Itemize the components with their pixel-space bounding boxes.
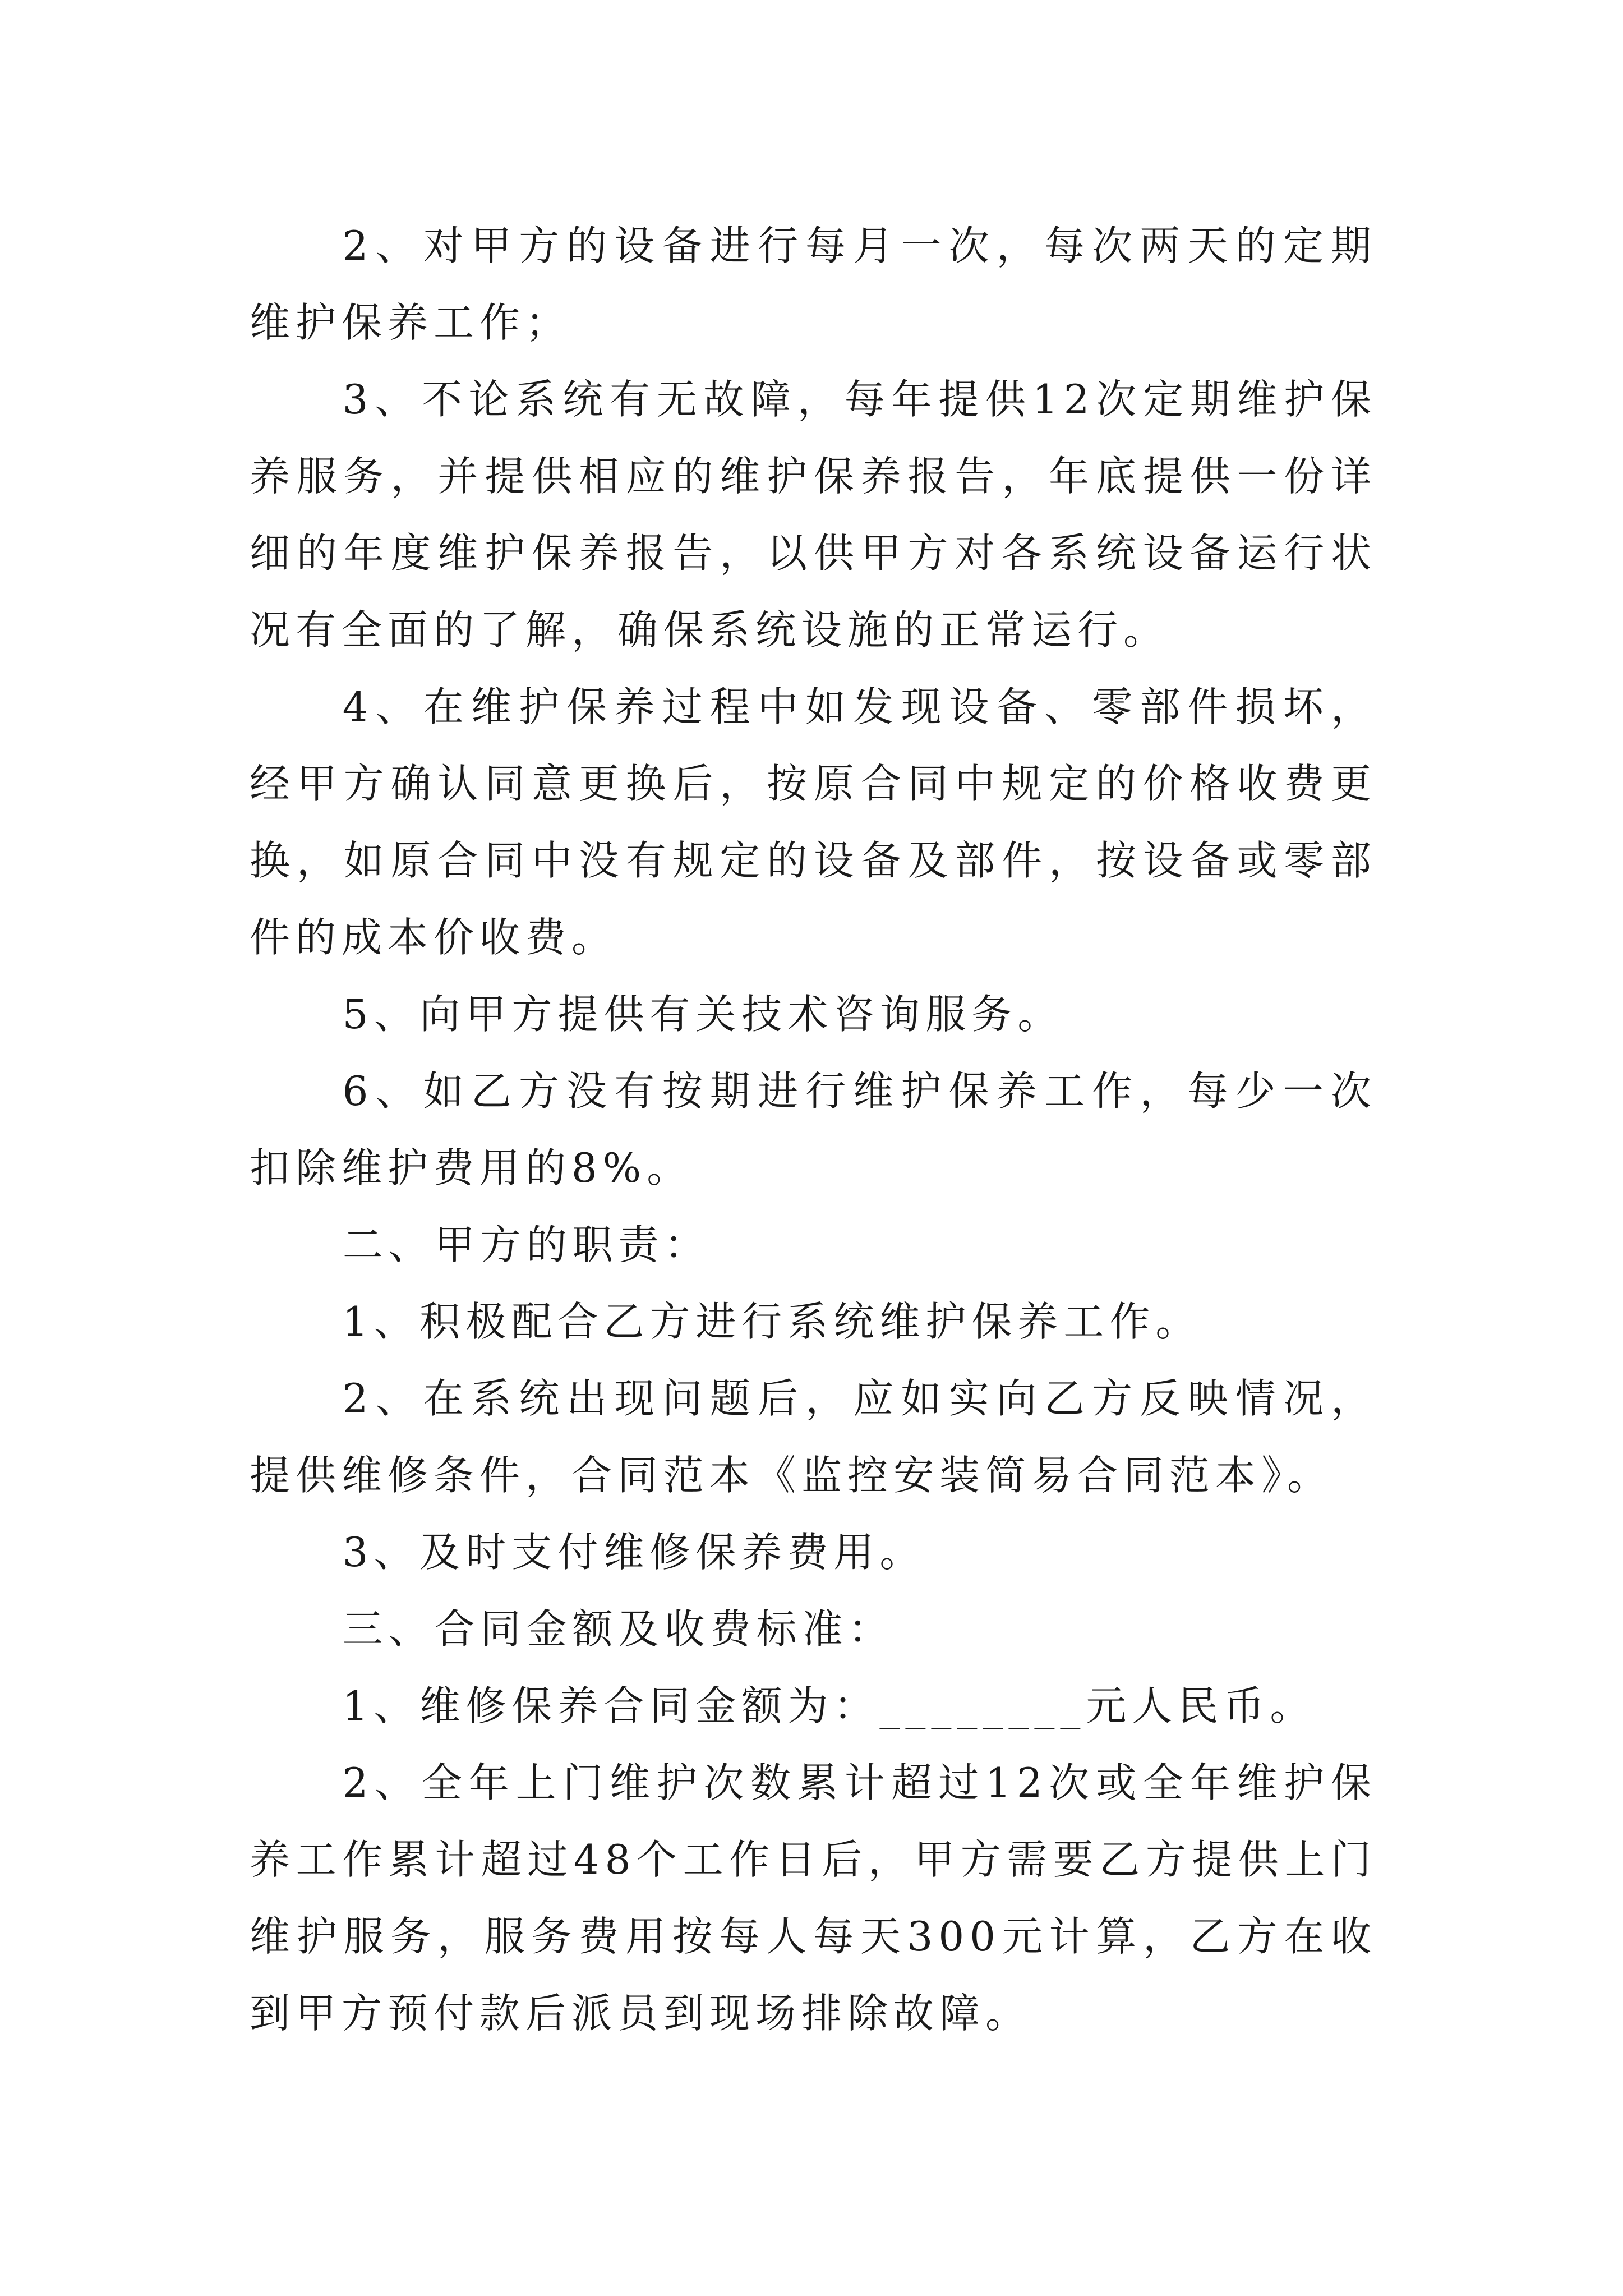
- section-heading-party-a-duties: 二、甲方的职责：: [342, 1221, 711, 1268]
- paragraph-penalty: 6、如乙方没有按期进行维护保养工作，每少一次扣除维护费用的8%。: [250, 1068, 1377, 1191]
- paragraph-extra-service-fees: 2、全年上门维护次数累计超过12次或全年维护保养工作累计超过48个工作日后，甲方需要乙方提供上门维护服务，服务费用按每人每天300元计算，乙方在收到甲方预付款后派员到现场排除故障。: [250, 1759, 1377, 2037]
- paragraph-parts-replacement: 4、在维护保养过程中如发现设备、零部件损坏，经甲方确认同意更换后，按原合同中规定的价格收费更换，如原合同中没有规定的设备及部件，按设备或零部件的成本价收费。: [250, 683, 1377, 961]
- paragraph-technical-consulting: 5、向甲方提供有关技术咨询服务。: [342, 991, 1064, 1038]
- section-heading-contract-amount: 三、合同金额及收费标准：: [342, 1605, 895, 1653]
- paragraph-annual-reports: 3、不论系统有无故障，每年提供12次定期维护保养服务，并提供相应的维护保养报告，年底提供一份详细的年度维护保养报告，以供甲方对各系统设备运行状况有全面的了解，确保系统设施的正常运行。: [250, 376, 1377, 654]
- document-body: [250, 208, 1377, 2052]
- paragraph-timely-payment: 3、及时支付维修保养费用。: [342, 1529, 926, 1576]
- paragraph-cooperate: 1、积极配合乙方进行系统维护保养工作。: [342, 1298, 1202, 1345]
- paragraph-maintenance-schedule: 2、对甲方的设备进行每月一次，每次两天的定期维护保养工作；: [250, 222, 1377, 346]
- paragraph-contract-amount: 1、维修保养合同金额为：________元人民币。: [342, 1682, 1316, 1729]
- paragraph-report-problems: 2、在系统出现问题后，应如实向乙方反映情况，提供维修条件，合同范本《监控安装简易合同范本》。: [250, 1375, 1377, 1499]
